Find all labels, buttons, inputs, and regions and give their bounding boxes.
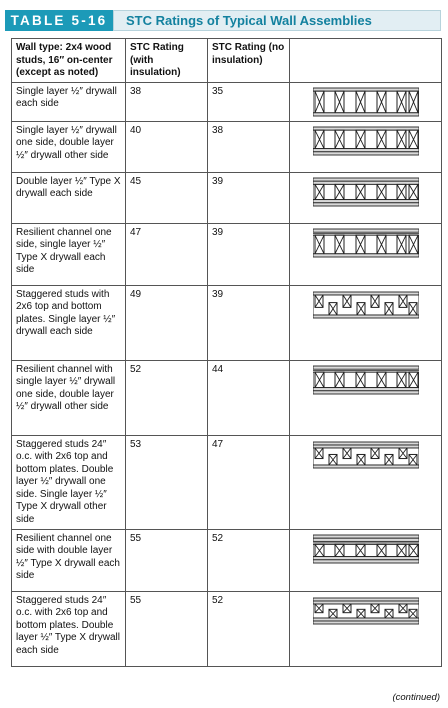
wall-diagram-cell [290,121,442,172]
stc-no-insulation-cell: 52 [208,591,290,666]
wall-type-cell: Resilient channel one side with double layer ½″ Type X drywall each side [12,529,126,591]
column-header-wall-type: Wall type: 2x4 wood studs, 16″ on-center (except as noted) [12,39,126,83]
wall-type-cell: Single layer ½″ drywall one side, double layer ½″ drywall other side [12,121,126,172]
stc-no-insulation-cell: 39 [208,285,290,360]
stc-with-insulation-cell: 53 [126,435,208,529]
column-header-stc-with-insulation: STC Rating (with insulation) [126,39,208,83]
stc-with-insulation-cell: 52 [126,360,208,435]
stc-with-insulation-cell: 49 [126,285,208,360]
wall-type-cell: Staggered studs with 2x6 top and bottom plates. Single layer ½″ drywall each side [12,285,126,360]
table-title-bar [5,10,441,31]
stc-with-insulation-cell: 40 [126,121,208,172]
stc-with-insulation-cell: 47 [126,223,208,285]
table-row [12,172,442,223]
wall-diagram-cell [290,360,442,435]
stc-no-insulation-cell: 39 [208,223,290,285]
table-header-row [12,39,442,83]
table-row [12,285,442,360]
staggered-studs-wall-icon [294,289,437,321]
wall-type-cell: Double layer ½″ Type X drywall each side [12,172,126,223]
column-header-diagram [290,39,442,83]
column-header-stc-no-insulation: STC Rating (no insulation) [208,39,290,83]
wall-diagram-cell [290,435,442,529]
stc-no-insulation-cell: 39 [208,172,290,223]
table-row [12,591,442,666]
single-layer-wall-icon [294,86,437,118]
wall-type-cell: Single layer ½″ drywall each side [12,82,126,121]
table-row [12,529,442,591]
stc-ratings-table [11,38,442,667]
resilient-channel-double-wall-icon [294,533,437,565]
stc-no-insulation-cell: 52 [208,529,290,591]
table-row [12,360,442,435]
wall-type-cell: Staggered studs 24″ o.c. with 2x6 top and bottom plates. Double layer ½″ drywall one side. Single layer ½″ Type X drywall other side [12,435,126,529]
stc-with-insulation-cell: 55 [126,529,208,591]
table-row [12,82,442,121]
table-row [12,435,442,529]
wall-diagram-cell [290,82,442,121]
stc-no-insulation-cell: 35 [208,82,290,121]
table-title: STC Ratings of Typical Wall Assemblies [113,10,441,31]
stc-with-insulation-cell: 55 [126,591,208,666]
wall-type-cell: Resilient channel with single layer ½″ drywall one side, double layer ½″ drywall other side [12,360,126,435]
wall-diagram-cell [290,591,442,666]
staggered-studs-24oc-mixed-wall-icon [294,439,437,471]
stc-no-insulation-cell: 47 [208,435,290,529]
wall-type-cell: Staggered studs 24″ o.c. with 2x6 top and bottom plates. Double layer ½″ Type X drywall each side [12,591,126,666]
continued-note: (continued) [392,692,440,703]
stc-no-insulation-cell: 38 [208,121,290,172]
double-layer-wall-icon [294,176,437,208]
resilient-channel-wall-icon [294,227,437,259]
table-row [12,121,442,172]
resilient-channel-mixed-wall-icon [294,364,437,396]
wall-diagram-cell [290,223,442,285]
stc-with-insulation-cell: 45 [126,172,208,223]
wall-diagram-cell [290,285,442,360]
table-row [12,223,442,285]
stc-with-insulation-cell: 38 [126,82,208,121]
wall-diagram-cell [290,529,442,591]
wall-diagram-cell [290,172,442,223]
stc-no-insulation-cell: 44 [208,360,290,435]
wall-type-cell: Resilient channel one side, single layer ½″ Type X drywall each side [12,223,126,285]
table-number-tag: TABLE 5-16 [5,10,113,31]
mixed-layer-wall-icon [294,125,437,157]
staggered-studs-24oc-double-wall-icon [294,595,437,627]
